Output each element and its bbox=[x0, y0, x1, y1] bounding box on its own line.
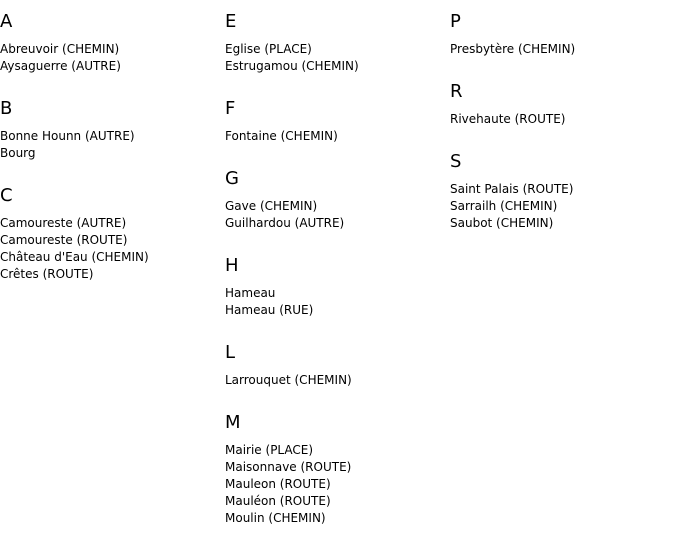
street-entry: Mairie (PLACE) bbox=[225, 443, 314, 457]
street-entry: Aysaguerre (AUTRE) bbox=[0, 59, 121, 73]
letter-section-e bbox=[225, 11, 445, 75]
letter-section-h bbox=[225, 255, 445, 319]
street-list bbox=[225, 128, 445, 145]
letter-section-g bbox=[225, 168, 445, 232]
letter-heading: F bbox=[225, 98, 236, 119]
street-entry: Saint Palais (ROUTE) bbox=[450, 182, 574, 196]
letter-heading: B bbox=[0, 98, 13, 119]
street-entry: Maisonnave (ROUTE) bbox=[225, 460, 352, 474]
street-list bbox=[225, 442, 445, 527]
letter-heading: P bbox=[450, 11, 461, 32]
letter-section-m bbox=[225, 412, 445, 527]
street-entry: Mauléon (ROUTE) bbox=[225, 494, 331, 508]
letter-section-c bbox=[0, 185, 220, 283]
street-entry: Guilhardou (AUTRE) bbox=[225, 216, 345, 230]
letter-heading: G bbox=[225, 168, 239, 189]
letter-heading: L bbox=[225, 342, 236, 363]
street-index-column-3 bbox=[450, 11, 670, 232]
street-list bbox=[450, 41, 670, 58]
street-entry: Camoureste (ROUTE) bbox=[0, 233, 128, 247]
letter-heading: C bbox=[0, 185, 13, 206]
street-entry: Fontaine (CHEMIN) bbox=[225, 129, 338, 143]
street-entry: Camoureste (AUTRE) bbox=[0, 216, 127, 230]
street-entry: Bourg bbox=[0, 146, 36, 160]
letter-section-r bbox=[450, 81, 670, 128]
letter-section-s bbox=[450, 151, 670, 232]
letter-heading: E bbox=[225, 11, 237, 32]
street-list bbox=[0, 128, 220, 162]
street-entry: Saubot (CHEMIN) bbox=[450, 216, 554, 230]
street-entry: Abreuvoir (CHEMIN) bbox=[0, 42, 120, 56]
street-index-column-2 bbox=[225, 11, 445, 527]
street-entry: Eglise (PLACE) bbox=[225, 42, 312, 56]
street-entry: Château d'Eau (CHEMIN) bbox=[0, 250, 149, 264]
letter-heading: H bbox=[225, 255, 239, 276]
street-entry: Hameau bbox=[225, 286, 276, 300]
letter-heading: R bbox=[450, 81, 463, 102]
street-index-column-1 bbox=[0, 11, 220, 283]
street-list bbox=[450, 111, 670, 128]
street-list bbox=[225, 198, 445, 232]
letter-section-b bbox=[0, 98, 220, 162]
letter-section-l bbox=[225, 342, 445, 389]
letter-section-p bbox=[450, 11, 670, 58]
letter-section-a bbox=[0, 11, 220, 75]
street-entry: Gave (CHEMIN) bbox=[225, 199, 318, 213]
letter-heading: A bbox=[0, 11, 13, 32]
street-entry: Crêtes (ROUTE) bbox=[0, 267, 94, 281]
street-list bbox=[225, 41, 445, 75]
street-list bbox=[225, 372, 445, 389]
street-entry: Rivehaute (ROUTE) bbox=[450, 112, 566, 126]
street-entry: Mauleon (ROUTE) bbox=[225, 477, 331, 491]
street-entry: Moulin (CHEMIN) bbox=[225, 511, 326, 525]
street-entry: Sarrailh (CHEMIN) bbox=[450, 199, 558, 213]
street-entry: Larrouquet (CHEMIN) bbox=[225, 373, 352, 387]
letter-heading: M bbox=[225, 412, 241, 433]
street-entry: Bonne Hounn (AUTRE) bbox=[0, 129, 135, 143]
street-entry: Estrugamou (CHEMIN) bbox=[225, 59, 359, 73]
letter-section-f bbox=[225, 98, 445, 145]
street-list bbox=[0, 215, 220, 283]
street-entry: Presbytère (CHEMIN) bbox=[450, 42, 576, 56]
street-list bbox=[225, 285, 445, 319]
letter-heading: S bbox=[450, 151, 462, 172]
street-entry: Hameau (RUE) bbox=[225, 303, 314, 317]
street-list bbox=[0, 41, 220, 75]
street-list bbox=[450, 181, 670, 232]
